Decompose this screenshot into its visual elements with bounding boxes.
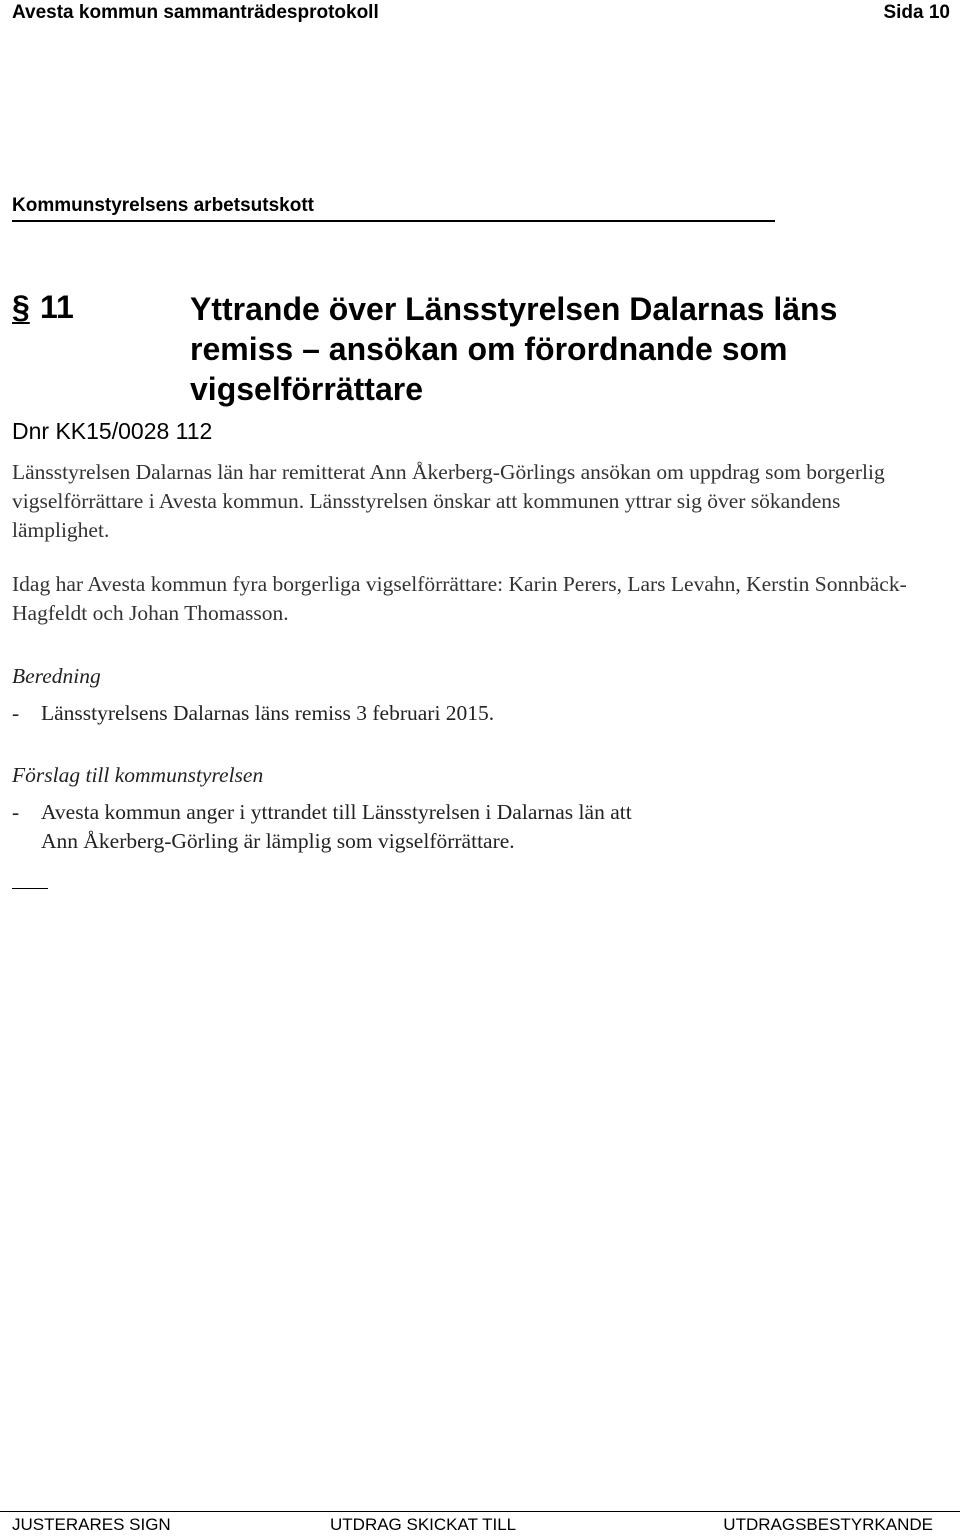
list-item (12, 798, 912, 856)
footer-certified: UTDRAGSBESTYRKANDE (723, 1515, 933, 1534)
section-title: Yttrande över Länsstyrelsen Dalarnas läns remiss – ansökan om förordnande som vigselförrättare (190, 291, 838, 407)
paragraph-background: Länsstyrelsen Dalarnas län har remitterat Ann Åkerberg-Görlings ansökan om uppdrag som borgerlig vigselförrättare i Avesta kommun. Länsstyrelsen önskar att kommunen yttrar sig över sökandens lämplighet. (12, 460, 885, 542)
list-item (12, 699, 912, 728)
case-number: Dnr KK15/0028 112 (12, 418, 213, 444)
paragraph-current-officiants: Idag har Avesta kommun fyra borgerliga vigselförrättare: Karin Perers, Lars Levahn, Kerstin Sonnbäck-Hagfeldt och Johan Thomasson. (12, 572, 907, 625)
footer-rule (0, 1511, 960, 1512)
list-dash: - (12, 800, 20, 824)
list-item-text-line1: Avesta kommun anger i yttrandet till Länsstyrelsen i Dalarnas län att (41, 800, 632, 824)
footer-sign: JUSTERARES SIGN (12, 1515, 171, 1534)
page-number: Sida 10 (883, 2, 950, 23)
document-title: Avesta kommun sammanträdesprotokoll (12, 2, 379, 23)
list-dash: - (12, 701, 20, 725)
heading-beredning: Beredning (12, 664, 101, 688)
committee-name: Kommunstyrelsens arbetsutskott (12, 195, 314, 216)
list-item-text: Länsstyrelsens Dalarnas läns remiss 3 februari 2015. (41, 701, 495, 725)
section-sign: § (12, 289, 30, 325)
heading-forslag: Förslag till kommunstyrelsen (12, 763, 264, 787)
section-number: 11 (40, 289, 74, 325)
end-rule (12, 888, 48, 889)
footer-sent: UTDRAG SKICKAT TILL (330, 1515, 517, 1534)
list-item-text-line2: Ann Åkerberg-Görling är lämplig som vigselförrättare. (41, 829, 515, 853)
committee-underline (12, 220, 775, 222)
